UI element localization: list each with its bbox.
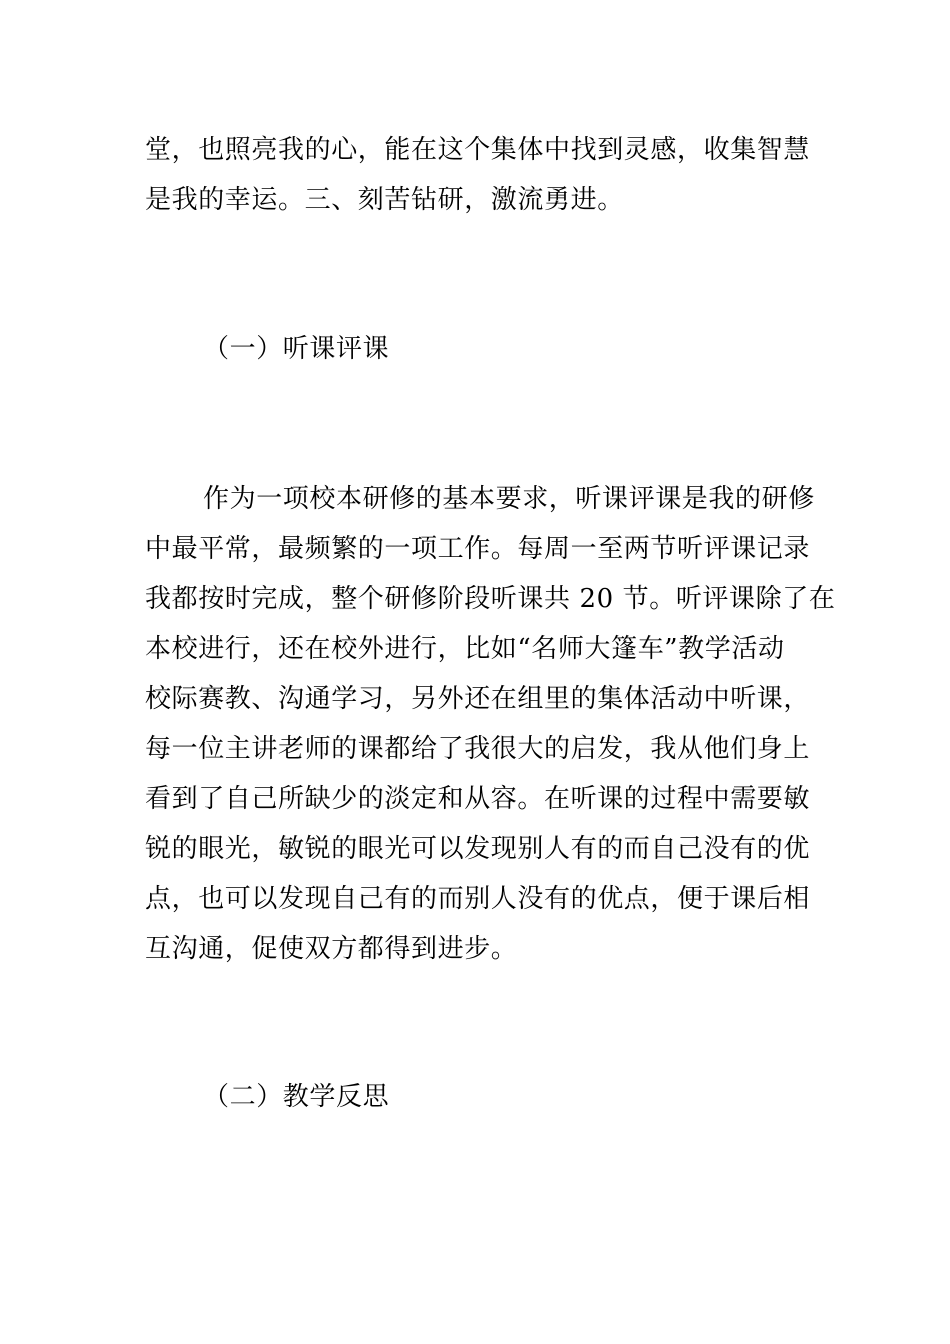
paragraph-line-3: 我都按时完成，整个研修阶段听课共 20 节。听评课除了在: [145, 584, 836, 614]
paragraph-line-1: 作为一项校本研修的基本要求，听课评课是我的研修: [203, 484, 815, 514]
paragraph-line-5: 校际赛教、沟通学习，另外还在组里的集体活动中听课，: [145, 684, 811, 714]
paragraph-line-6: 每一位主讲老师的课都给了我很大的启发，我从他们身上: [145, 734, 811, 764]
paragraph-line-9: 点，也可以发现自己有的而别人没有的优点，便于课后相: [145, 884, 811, 914]
paragraph-line-8: 锐的眼光，敏锐的眼光可以发现别人有的而自己没有的优: [145, 834, 811, 864]
paragraph-line-4: 本校进行，还在校外进行，比如“名师大篷车”教学活动: [145, 634, 785, 664]
paragraph-line-10: 互沟通，促使双方都得到进步。: [145, 934, 518, 964]
intro-line-1: 堂，也照亮我的心，能在这个集体中找到灵感，收集智慧: [145, 135, 811, 165]
paragraph-line-7: 看到了自己所缺少的淡定和从容。在听课的过程中需要敏: [145, 784, 811, 814]
section-heading-1: （一）听课评课: [203, 334, 390, 364]
section-heading-2: （二）教学反思: [203, 1082, 390, 1112]
paragraph-line-2: 中最平常，最频繁的一项工作。每周一至两节听评课记录: [145, 534, 811, 564]
intro-line-2: 是我的幸运。三、刻苦钻研，激流勇进。: [145, 185, 624, 215]
